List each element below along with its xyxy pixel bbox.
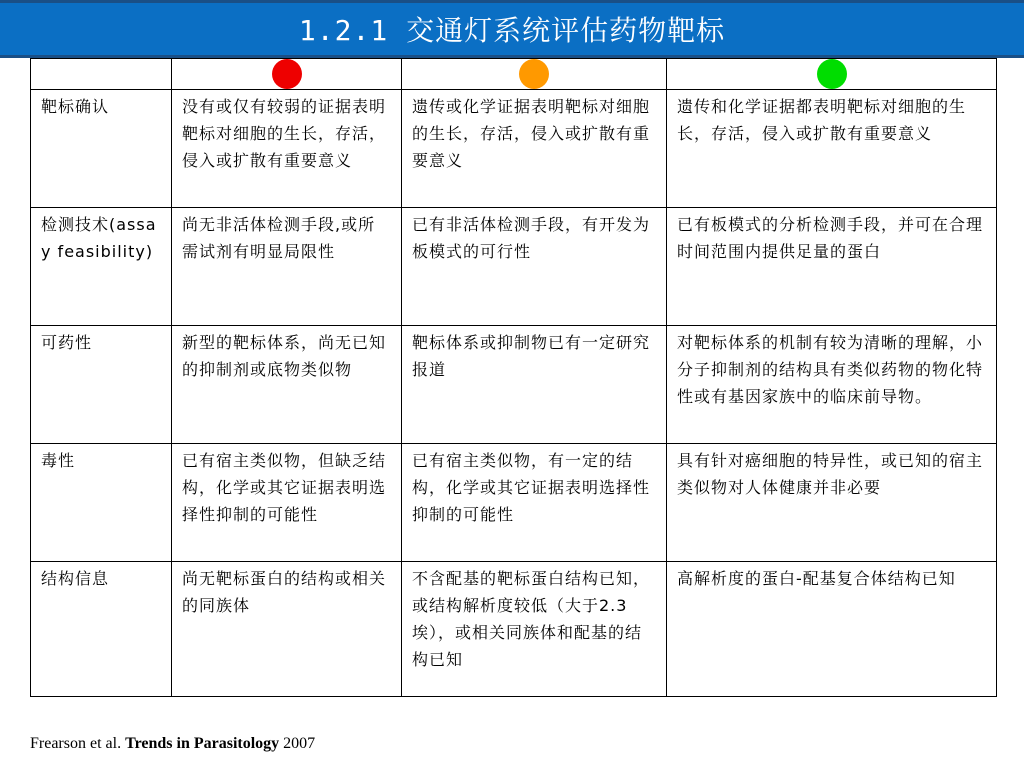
- header-row: [31, 59, 997, 90]
- red-criteria: 尚无靶标蛋白的结构或相关的同族体: [172, 562, 402, 697]
- citation-journal: Trends in Parasitology: [125, 735, 280, 752]
- green-criteria: 已有板模式的分析检测手段，并可在合理时间范围内提供足量的蛋白: [667, 208, 997, 326]
- red-criteria: 尚无非活体检测手段,或所需试剂有明显局限性: [172, 208, 402, 326]
- row-label: 结构信息: [31, 562, 172, 697]
- table-row: [31, 208, 997, 326]
- citation-authors: Frearson et al.: [30, 735, 122, 752]
- green-criteria: 对靶标体系的机制有较为清晰的理解，小分子抑制剂的结构具有类似药物的物化特性或有基因家族中的临床前导物。: [667, 326, 997, 444]
- title-bar: [0, 0, 1024, 58]
- row-label: 靶标确认: [31, 90, 172, 208]
- green-light-icon: [817, 59, 847, 89]
- header-empty-cell: [31, 59, 172, 90]
- slide-title: 1.2.1 交通灯系统评估药物靶标: [298, 14, 726, 47]
- row-label: 检测技术(assay feasibility): [31, 208, 172, 326]
- orange-criteria: 不含配基的靶标蛋白结构已知，或结构解析度较低（大于2.3埃），或相关同族体和配基的结构已知: [402, 562, 667, 697]
- orange-criteria: 已有非活体检测手段，有开发为板模式的可行性: [402, 208, 667, 326]
- row-label: 可药性: [31, 326, 172, 444]
- header-green-cell: [667, 59, 997, 90]
- traffic-light-table: [30, 58, 997, 697]
- red-criteria: 已有宿主类似物，但缺乏结构，化学或其它证据表明选择性抑制的可能性: [172, 444, 402, 562]
- table-row: [31, 326, 997, 444]
- orange-criteria: 遗传或化学证据表明靶标对细胞的生长，存活，侵入或扩散有重要意义: [402, 90, 667, 208]
- table-row: [31, 90, 997, 208]
- row-label: 毒性: [31, 444, 172, 562]
- table-row: [31, 562, 997, 697]
- citation-year: 2007: [283, 735, 316, 752]
- green-criteria: 具有针对癌细胞的特异性，或已知的宿主类似物对人体健康并非必要: [667, 444, 997, 562]
- orange-light-icon: [519, 59, 549, 89]
- header-red-cell: [172, 59, 402, 90]
- orange-criteria: 已有宿主类似物，有一定的结构，化学或其它证据表明选择性抑制的可能性: [402, 444, 667, 562]
- green-criteria: 高解析度的蛋白-配基复合体结构已知: [667, 562, 997, 697]
- red-criteria: 没有或仅有较弱的证据表明靶标对细胞的生长，存活，侵入或扩散有重要意义: [172, 90, 402, 208]
- header-orange-cell: [402, 59, 667, 90]
- orange-criteria: 靶标体系或抑制物已有一定研究报道: [402, 326, 667, 444]
- green-criteria: 遗传和化学证据都表明靶标对细胞的生长，存活，侵入或扩散有重要意义: [667, 90, 997, 208]
- citation: [30, 735, 315, 753]
- table-row: [31, 444, 997, 562]
- red-criteria: 新型的靶标体系，尚无已知的抑制剂或底物类似物: [172, 326, 402, 444]
- red-light-icon: [272, 59, 302, 89]
